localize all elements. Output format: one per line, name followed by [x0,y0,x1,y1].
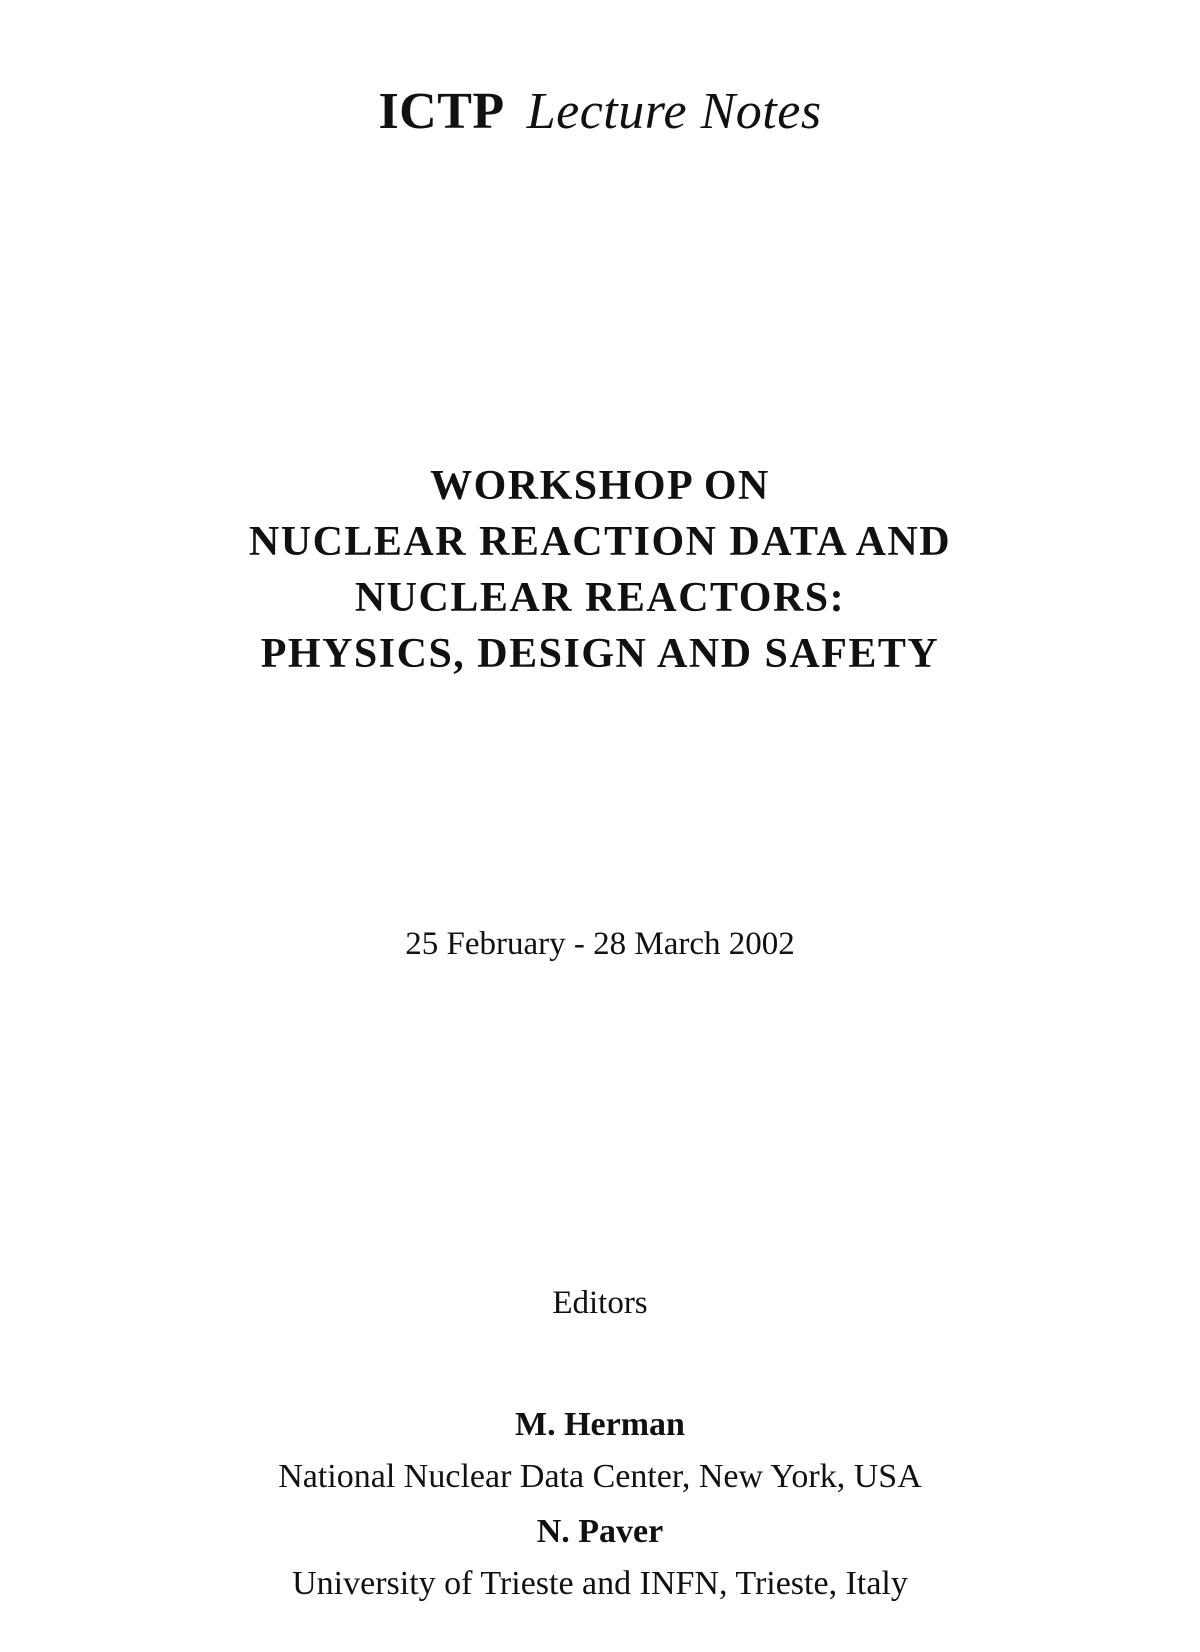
workshop-title-line: NUCLEAR REACTION DATA AND [248,519,952,565]
editor-name: M. Herman [515,1406,685,1443]
editor-affiliation: National Nuclear Data Center, New York, USA [278,1458,922,1495]
series-title [0,80,1200,144]
workshop-title-line: NUCLEAR REACTORS: [354,575,846,621]
editors-heading: Editors [552,1285,648,1321]
editor-name: N. Paver [536,1513,664,1550]
series-name: ICTP [378,83,505,140]
workshop-title-line: WORKSHOP ON [430,463,770,509]
workshop-title [0,458,1200,682]
editor-affiliation: University of Trieste and INFN, Trieste, Italy [292,1565,908,1602]
series-subtitle: Lecture Notes [526,83,822,140]
workshop-title-line: PHYSICS, DESIGN AND SAFETY [260,631,940,677]
editor-entry [0,1405,1200,1497]
editor-entry [0,1512,1200,1604]
workshop-dates: 25 February - 28 March 2002 [405,926,795,962]
